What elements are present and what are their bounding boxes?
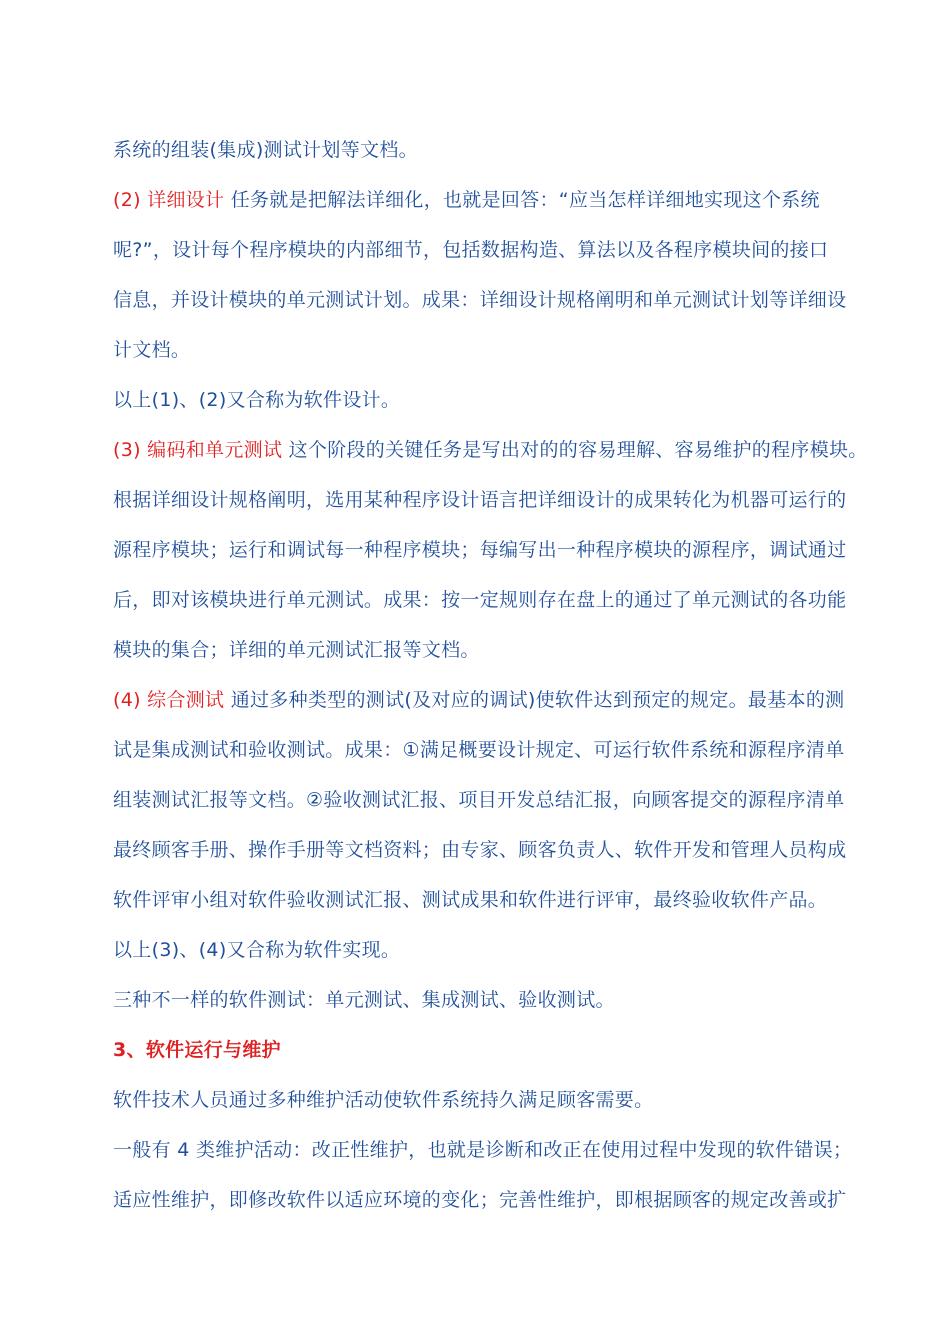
text-line: 适应性维护，即修改软件以适应环境的变化；完善性维护，即根据顾客的规定改善或扩 <box>113 1189 847 1211</box>
section-label: (2) 详细设计 <box>113 189 225 211</box>
text-line: 软件评审小组对软件验收测试汇报、测试成果和软件进行评审，最终验收软件产品。 <box>113 889 828 911</box>
text-line: 软件技术人员通过多种维护活动使软件系统持久满足顾客需要。 <box>113 1089 654 1111</box>
text-line: 一般有 4 类维护活动：改正性维护，也就是诊断和改正在使用过程中发现的软件错误； <box>113 1139 853 1161</box>
text-line: 组装测试汇报等文档。②验收测试汇报、项目开发总结汇报，向顾客提交的源程序清单 <box>113 789 845 811</box>
text-line: 模块的集合；详细的单元测试汇报等文档。 <box>113 639 480 661</box>
section-label: (3) 编码和单元测试 <box>113 439 283 461</box>
section-heading: 3、软件运行与维护 <box>113 1039 281 1061</box>
text-line: (3) 编码和单元测试 这个阶段的关键任务是写出对的的容易理解、容易维护的程序模块。 <box>113 439 868 461</box>
text-line: 计文档。 <box>113 339 191 361</box>
text-line: 信息，并设计模块的单元测试计划。成果：详细设计规格阐明和单元测试计划等详细设 <box>113 289 847 311</box>
text-line: (4) 综合测试 通过多种类型的测试(及对应的调试)使软件达到预定的规定。最基本的测 <box>113 689 845 711</box>
text-line: 根据详细设计规格阐明，选用某种程序设计语言把详细设计的成果转化为机器可运行的 <box>113 489 847 511</box>
text-line: 后，即对该模块进行单元测试。成果：按一定规则存在盘上的通过了单元测试的各功能 <box>113 589 847 611</box>
text-line: 以上(1)、(2)又合称为软件设计。 <box>113 389 401 411</box>
section-label: (4) 综合测试 <box>113 689 225 711</box>
text-line: 呢?”，设计每个程序模块的内部细节，包括数据构造、算法以及各程序模块间的接口 <box>113 239 829 261</box>
text-line: 三种不一样的软件测试：单元测试、集成测试、验收测试。 <box>113 989 615 1011</box>
text-line: 最终顾客手册、操作手册等文档资料；由专家、顾客负责人、软件开发和管理人员构成 <box>113 839 847 861</box>
text-line: (2) 详细设计 任务就是把解法详细化，也就是回答：“应当怎样详细地实现这个系统 <box>113 189 820 211</box>
text-line: 系统的组装(集成)测试计划等文档。 <box>113 139 418 161</box>
text-line: 源程序模块；运行和调试每一种程序模块；每编写出一种程序模块的源程序，调试通过 <box>113 539 847 561</box>
text-line: 以上(3)、(4)又合称为软件实现。 <box>113 939 401 961</box>
text-line: 试是集成测试和验收测试。成果：①满足概要设计规定、可运行软件系统和源程序清单 <box>113 739 845 761</box>
